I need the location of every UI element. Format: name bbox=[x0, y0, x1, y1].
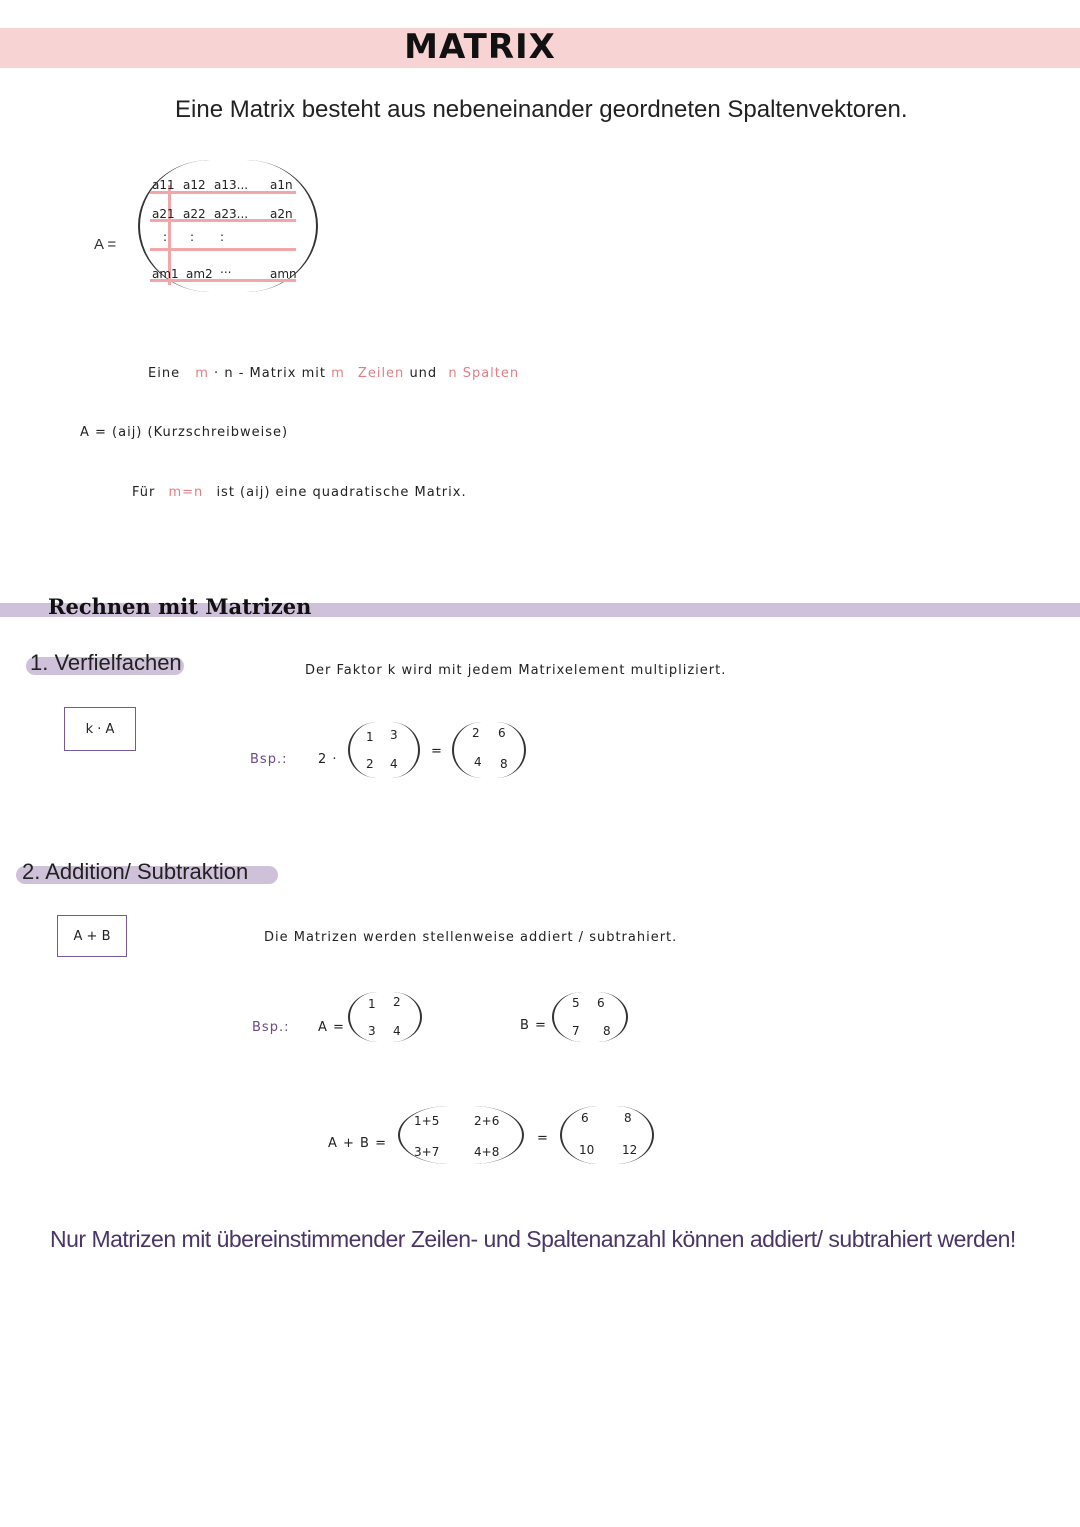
square-matrix-line bbox=[132, 485, 467, 500]
s2-a-22: 4 bbox=[393, 1024, 401, 1038]
element-am1: am1 bbox=[152, 267, 179, 281]
s2-res-22: 12 bbox=[622, 1143, 638, 1157]
s2-result-bracket bbox=[560, 1106, 654, 1164]
s2-res-12: 8 bbox=[624, 1111, 632, 1125]
element-a2n: a2n bbox=[270, 207, 293, 221]
s2-res-21: 10 bbox=[579, 1143, 595, 1157]
element-dots-1: : bbox=[163, 230, 168, 244]
s2-b-11: 5 bbox=[572, 996, 580, 1010]
square-text-fuer: Für bbox=[132, 485, 156, 500]
s2-equals: = bbox=[537, 1131, 549, 1146]
s1-matrix-2-bracket bbox=[452, 722, 526, 778]
mn-matrix-line bbox=[148, 366, 519, 381]
element-dots-3: : bbox=[220, 230, 225, 244]
element-a12: a12 bbox=[183, 178, 206, 192]
intro-text: Eine Matrix besteht aus nebeneinander geordneten Spaltenvektoren. bbox=[175, 96, 908, 123]
mn-m2: m bbox=[331, 366, 345, 381]
s1-matrix-1-bracket bbox=[348, 722, 420, 778]
s1-m2-22: 8 bbox=[500, 757, 508, 771]
mn-spalten: Spalten bbox=[462, 366, 520, 381]
element-a13: a13... bbox=[214, 178, 249, 192]
s2-b-21: 7 bbox=[572, 1024, 580, 1038]
mn-n: n bbox=[224, 366, 234, 381]
section-title: Rechnen mit Matrizen bbox=[48, 594, 312, 619]
mn-n2: n bbox=[448, 366, 458, 381]
closing-note: Nur Matrizen mit übereinstimmender Zeilen- und Spaltenanzahl können addiert/ subtrahiert werden! bbox=[50, 1226, 1016, 1252]
s2-a-12: 2 bbox=[393, 995, 401, 1009]
s1-m1-22: 4 bbox=[390, 757, 398, 771]
mn-text-eine: Eine bbox=[148, 366, 181, 381]
s1-title: 1. Verfielfachen bbox=[30, 650, 182, 675]
s1-m1-12: 3 bbox=[390, 728, 398, 742]
element-dots-2: : bbox=[190, 230, 195, 244]
mn-m: m bbox=[195, 366, 209, 381]
element-dots-4: ... bbox=[220, 262, 232, 276]
s2-res-11: 6 bbox=[581, 1111, 589, 1125]
element-a21: a21 bbox=[152, 207, 175, 221]
short-notation: A = (aij) (Kurzschreibweise) bbox=[80, 425, 289, 440]
s2-b-12: 6 bbox=[597, 996, 605, 1010]
square-text-rest: ist (aij) eine quadratische Matrix. bbox=[216, 485, 467, 500]
s1-m1-21: 2 bbox=[366, 757, 374, 771]
s2-description: Die Matrizen werden stellenweise addiert / subtrahiert. bbox=[264, 930, 678, 945]
matrix-label: A = bbox=[94, 236, 117, 253]
s1-m2-11: 2 bbox=[472, 726, 480, 740]
mn-text-matrix-mit: - Matrix mit bbox=[238, 366, 326, 381]
element-a1n: a1n bbox=[270, 178, 293, 192]
s2-a-21: 3 bbox=[368, 1024, 376, 1038]
mn-dot: · bbox=[214, 366, 220, 381]
s2-title: 2. Addition/ Subtraktion bbox=[22, 859, 249, 884]
mn-und: und bbox=[409, 366, 438, 381]
s2-b-22: 8 bbox=[603, 1024, 611, 1038]
s1-bsp: Bsp.: bbox=[250, 752, 288, 767]
element-amn: amn bbox=[270, 267, 297, 281]
s2-a-label: A = bbox=[318, 1020, 345, 1035]
s2-sum-21: 3+7 bbox=[414, 1145, 440, 1159]
element-am2: am2 bbox=[186, 267, 213, 281]
s2-b-label: B = bbox=[520, 1018, 547, 1033]
s2-formula-box: A + B bbox=[57, 915, 127, 957]
s2-matrix-a-bracket bbox=[348, 992, 422, 1042]
element-a22: a22 bbox=[183, 207, 206, 221]
mn-zeilen: Zeilen bbox=[357, 366, 405, 381]
s1-m1-11: 1 bbox=[366, 730, 374, 744]
element-a11: a11 bbox=[152, 178, 175, 192]
s1-m2-21: 4 bbox=[474, 755, 482, 769]
s1-m2-12: 6 bbox=[498, 726, 506, 740]
element-a23: a23... bbox=[214, 207, 249, 221]
s1-formula-box: k · A bbox=[64, 707, 136, 751]
square-condition: m=n bbox=[168, 485, 204, 500]
page-title: MATRIX bbox=[404, 27, 556, 67]
s1-equals: = bbox=[431, 744, 443, 759]
s2-bsp: Bsp.: bbox=[252, 1020, 290, 1035]
s2-sum-22: 4+8 bbox=[474, 1145, 500, 1159]
s2-sum-label: A + B = bbox=[328, 1136, 387, 1151]
s2-sum-11: 1+5 bbox=[414, 1114, 440, 1128]
s2-a-11: 1 bbox=[368, 997, 376, 1011]
highlight-row-3 bbox=[150, 248, 296, 251]
s2-sum-12: 2+6 bbox=[474, 1114, 500, 1128]
s2-matrix-b-bracket bbox=[552, 992, 628, 1042]
s1-description: Der Faktor k wird mit jedem Matrixelement multipliziert. bbox=[305, 663, 727, 678]
s1-factor: 2 · bbox=[318, 752, 338, 767]
